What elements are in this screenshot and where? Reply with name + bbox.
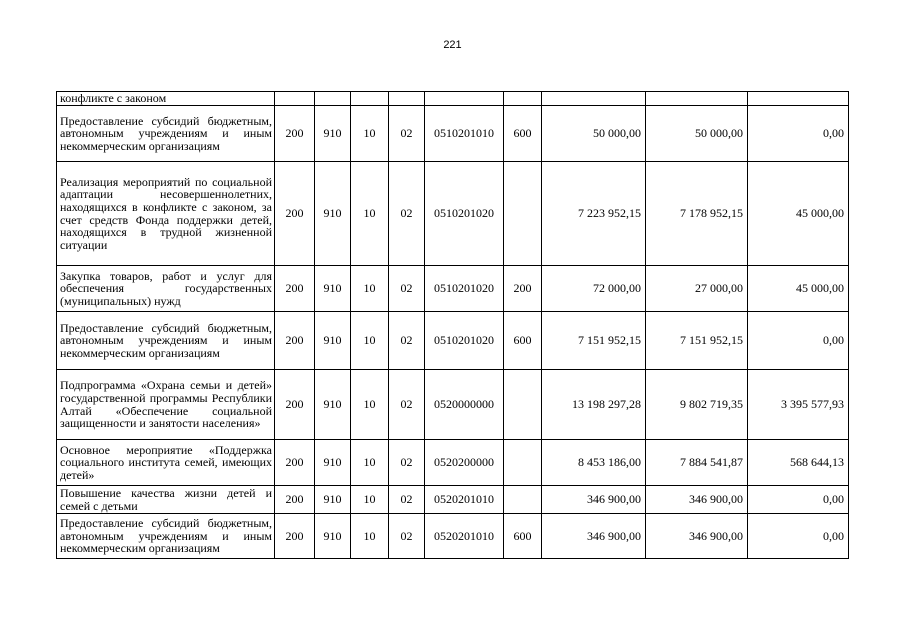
cell-planned-amount: 7 223 952,15: [542, 162, 646, 266]
cell-admin-code: 200: [275, 312, 315, 370]
table-row: [57, 486, 849, 514]
table-row: [57, 266, 849, 312]
cell-expense-type: 200: [504, 266, 542, 312]
cell-description: Повышение качества жизни детей и семей с детьми: [57, 486, 275, 514]
page-number: 221: [443, 39, 462, 51]
cell-target-article: 0520201010: [425, 486, 504, 514]
cell-remaining-amount: 45 000,00: [748, 162, 849, 266]
cell-remaining-amount: 45 000,00: [748, 266, 849, 312]
cell-target-article: 0510201020: [425, 312, 504, 370]
table-row: [57, 312, 849, 370]
cell-executed-amount: 7 151 952,15: [646, 312, 748, 370]
cell-grbs-code: 910: [315, 370, 351, 440]
cell-expense-type: 600: [504, 514, 542, 559]
cell-executed-amount: 7 178 952,15: [646, 162, 748, 266]
cell-section: 10: [351, 312, 389, 370]
cell-subsection: 02: [389, 106, 425, 162]
cell-description: Предоставление субсидий бюджетным, автономным учреждениям и иным некоммерческим организациям: [57, 312, 275, 370]
cell-expense-type: 600: [504, 312, 542, 370]
cell-expense-type: [504, 486, 542, 514]
table-row: [57, 92, 849, 106]
cell-grbs-code: 910: [315, 162, 351, 266]
cell-expense-type: [504, 370, 542, 440]
cell-section: 10: [351, 440, 389, 486]
cell-target-article: 0520000000: [425, 370, 504, 440]
cell-planned-amount: 72 000,00: [542, 266, 646, 312]
cell-target-article: [425, 92, 504, 106]
cell-subsection: 02: [389, 514, 425, 559]
table-row: [57, 440, 849, 486]
cell-target-article: 0520201010: [425, 514, 504, 559]
cell-target-article: 0520200000: [425, 440, 504, 486]
cell-planned-amount: 13 198 297,28: [542, 370, 646, 440]
cell-section: 10: [351, 370, 389, 440]
cell-subsection: 02: [389, 486, 425, 514]
cell-executed-amount: 346 900,00: [646, 486, 748, 514]
cell-grbs-code: 910: [315, 266, 351, 312]
cell-description: Подпрограмма «Охрана семьи и детей» государственной программы Республики Алтай «Обеспечение социальной защищенности и занятости населения»: [57, 370, 275, 440]
cell-planned-amount: [542, 92, 646, 106]
cell-description: конфликте с законом: [57, 92, 275, 106]
cell-grbs-code: 910: [315, 312, 351, 370]
table-body: [57, 92, 849, 559]
cell-section: 10: [351, 514, 389, 559]
cell-planned-amount: 8 453 186,00: [542, 440, 646, 486]
cell-description: Предоставление субсидий бюджетным, автономным учреждениям и иным некоммерческим организациям: [57, 106, 275, 162]
cell-description: Реализация мероприятий по социальной адаптации несовершеннолетних, находящихся в конфликте с законом, за счет средств Фонда поддержки детей, находящихся в трудной жизненной ситуации: [57, 162, 275, 266]
cell-admin-code: 200: [275, 370, 315, 440]
cell-description: Закупка товаров, работ и услуг для обеспечения государственных (муниципальных) нужд: [57, 266, 275, 312]
cell-admin-code: [275, 92, 315, 106]
cell-remaining-amount: 0,00: [748, 514, 849, 559]
cell-planned-amount: 7 151 952,15: [542, 312, 646, 370]
cell-remaining-amount: 0,00: [748, 106, 849, 162]
cell-executed-amount: 7 884 541,87: [646, 440, 748, 486]
cell-remaining-amount: 568 644,13: [748, 440, 849, 486]
cell-subsection: 02: [389, 162, 425, 266]
cell-remaining-amount: 0,00: [748, 312, 849, 370]
cell-remaining-amount: 0,00: [748, 486, 849, 514]
cell-section: 10: [351, 106, 389, 162]
cell-description: Основное мероприятие «Поддержка социального института семей, имеющих детей»: [57, 440, 275, 486]
cell-target-article: 0510201010: [425, 106, 504, 162]
cell-section: [351, 92, 389, 106]
cell-planned-amount: 346 900,00: [542, 486, 646, 514]
cell-grbs-code: 910: [315, 106, 351, 162]
cell-admin-code: 200: [275, 514, 315, 559]
cell-planned-amount: 50 000,00: [542, 106, 646, 162]
table-row: [57, 514, 849, 559]
cell-admin-code: 200: [275, 106, 315, 162]
table-row: [57, 106, 849, 162]
cell-expense-type: [504, 162, 542, 266]
cell-admin-code: 200: [275, 266, 315, 312]
cell-executed-amount: [646, 92, 748, 106]
cell-subsection: 02: [389, 266, 425, 312]
cell-subsection: 02: [389, 312, 425, 370]
cell-section: 10: [351, 266, 389, 312]
cell-planned-amount: 346 900,00: [542, 514, 646, 559]
cell-remaining-amount: [748, 92, 849, 106]
cell-target-article: 0510201020: [425, 162, 504, 266]
cell-grbs-code: 910: [315, 514, 351, 559]
cell-remaining-amount: 3 395 577,93: [748, 370, 849, 440]
table-row: [57, 162, 849, 266]
cell-expense-type: [504, 92, 542, 106]
cell-admin-code: 200: [275, 440, 315, 486]
cell-grbs-code: [315, 92, 351, 106]
cell-grbs-code: 910: [315, 486, 351, 514]
cell-description: Предоставление субсидий бюджетным, автономным учреждениям и иным некоммерческим организациям: [57, 514, 275, 559]
cell-section: 10: [351, 486, 389, 514]
cell-subsection: [389, 92, 425, 106]
cell-admin-code: 200: [275, 486, 315, 514]
cell-section: 10: [351, 162, 389, 266]
cell-executed-amount: 27 000,00: [646, 266, 748, 312]
cell-subsection: 02: [389, 440, 425, 486]
cell-executed-amount: 346 900,00: [646, 514, 748, 559]
cell-expense-type: [504, 440, 542, 486]
cell-grbs-code: 910: [315, 440, 351, 486]
cell-target-article: 0510201020: [425, 266, 504, 312]
cell-subsection: 02: [389, 370, 425, 440]
cell-expense-type: 600: [504, 106, 542, 162]
budget-table: [56, 91, 849, 559]
cell-admin-code: 200: [275, 162, 315, 266]
table-row: [57, 370, 849, 440]
cell-executed-amount: 50 000,00: [646, 106, 748, 162]
cell-executed-amount: 9 802 719,35: [646, 370, 748, 440]
